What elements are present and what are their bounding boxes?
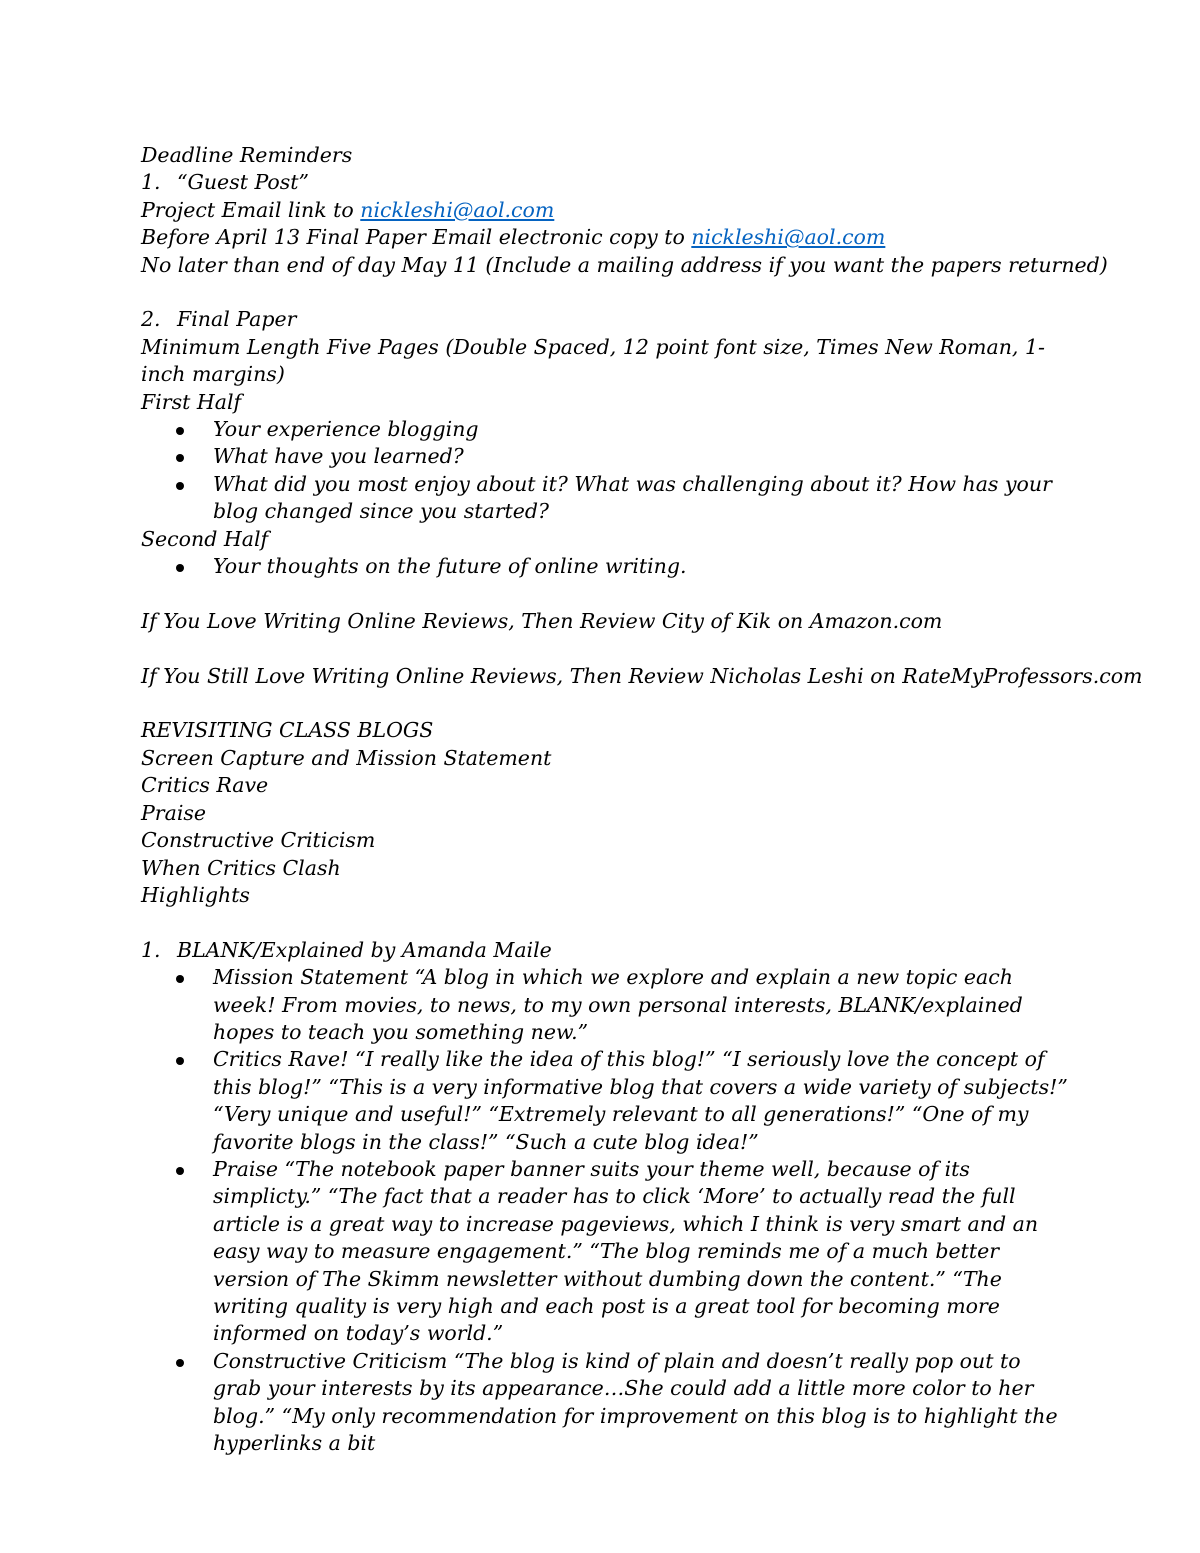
list-item-text: What did you most enjoy about it? What was challenging about it? How has your blog changed since you started? (213, 471, 1052, 524)
project-email-line (141, 197, 1071, 224)
no-later-line: No later than end of day May 11 (Include a mailing address if you want the papers returned) (141, 252, 1108, 277)
first-half-label: First Half (141, 389, 242, 414)
revisiting-item: Constructive Criticism (141, 828, 376, 853)
blog-number: 1. (141, 937, 161, 962)
guest-post-number: 1. (141, 170, 161, 195)
bullet-icon (176, 1167, 184, 1175)
revisiting-item: When Critics Clash (141, 855, 341, 880)
bullet-icon (176, 975, 184, 983)
bullet-icon (176, 427, 184, 435)
review-ratemyprofessors-line: If You Still Love Writing Online Reviews, Then Review Nicholas Leshi on RateMyProfessors.com (141, 663, 1143, 688)
final-paper-title: Final Paper (177, 307, 297, 332)
list-item (141, 964, 1071, 1046)
blog-item (141, 937, 1071, 964)
final-paper-number: 2. (141, 307, 161, 332)
blog-review-list (141, 964, 1071, 1457)
list-item-text: Critics Rave! “I really like the idea of this blog!” “I seriously love the concept of this blog!” “This is a very informative blog that covers a wide variety of subjects!” “Very unique and useful!” “Extremely relevant to all generations!” “One of my favorite blogs in the class!” “Such a cute blog idea!” (213, 1047, 1068, 1154)
list-item (141, 1046, 1071, 1156)
bullet-icon (176, 482, 184, 490)
list-item (141, 443, 1071, 470)
list-item-text: Constructive Criticism “The blog is kind of plain and doesn’t really pop out to grab your interests by its appearance…She could add a little more color to her blog.” “My only recommendation for improvement on this blog is to highlight the hyperlinks a bit (213, 1348, 1058, 1456)
bullet-icon (176, 454, 184, 462)
blog-title: BLANK/Explained by Amanda Maile (177, 937, 552, 962)
list-item (141, 471, 1071, 526)
spacer (141, 909, 1071, 936)
second-half-list (141, 553, 1071, 580)
revisiting-item: Praise (141, 800, 207, 825)
list-item-text: Your experience blogging (213, 417, 479, 442)
list-item (141, 1156, 1071, 1348)
bullet-icon (176, 1057, 184, 1065)
revisiting-item: Screen Capture and Mission Statement (141, 745, 552, 770)
list-item (141, 416, 1071, 443)
final-paper-email-link[interactable]: nickleshi@aol.com (691, 225, 886, 250)
document-body (141, 142, 1143, 1457)
spacer (141, 635, 1071, 662)
revisiting-item: Highlights (141, 882, 250, 907)
bullet-icon (176, 564, 184, 572)
project-email-link[interactable]: nickleshi@aol.com (360, 197, 555, 222)
guest-post-item (141, 169, 1071, 196)
list-item-text: Your thoughts on the future of online writing. (213, 554, 687, 579)
list-item (141, 1348, 1071, 1458)
list-item-text: Praise “The notebook paper banner suits your theme well, because of its simplicty.” “The fact that a reader has to click ‘More’ to actually read the full article is a great way to increase pageviews, which I think is very smart and an easy way to measure engagement.” “The blog reminds me of a much better version of The Skimm newsletter without dumbing down the content.” “The writing quality is very high and each post is a great tool for becoming more informed on today’s world.” (213, 1156, 1039, 1346)
spacer (141, 279, 1071, 306)
guest-post-title: “Guest Post” (177, 170, 310, 195)
revisiting-heading: REVISITING CLASS BLOGS (141, 718, 434, 743)
revisiting-item: Critics Rave (141, 773, 269, 798)
list-item-text: What have you learned? (213, 444, 464, 469)
review-amazon-line: If You Love Writing Online Reviews, Then Review City of Kik on Amazon.com (141, 608, 943, 633)
before-april-prefix: Before April 13 Final Paper Email electronic copy to (141, 225, 692, 250)
bullet-icon (176, 1359, 184, 1367)
spacer (141, 580, 1071, 607)
before-april-line (141, 224, 1071, 251)
spacer (141, 690, 1071, 717)
list-item-text: Mission Statement “A blog in which we explore and explain a new topic each week! From movies, to news, to my own personal interests, BLANK/explained hopes to teach you something new.” (213, 965, 1023, 1044)
minimum-length-line: Minimum Length Five Pages (Double Spaced, 12 point font size, Times New Roman, 1-inch margins) (141, 334, 1045, 387)
project-email-prefix: Project Email link to (141, 197, 361, 222)
first-half-list (141, 416, 1071, 526)
final-paper-item (141, 306, 1071, 333)
list-item (141, 553, 1071, 580)
second-half-label: Second Half (141, 526, 269, 551)
deadline-heading: Deadline Reminders (141, 143, 353, 167)
